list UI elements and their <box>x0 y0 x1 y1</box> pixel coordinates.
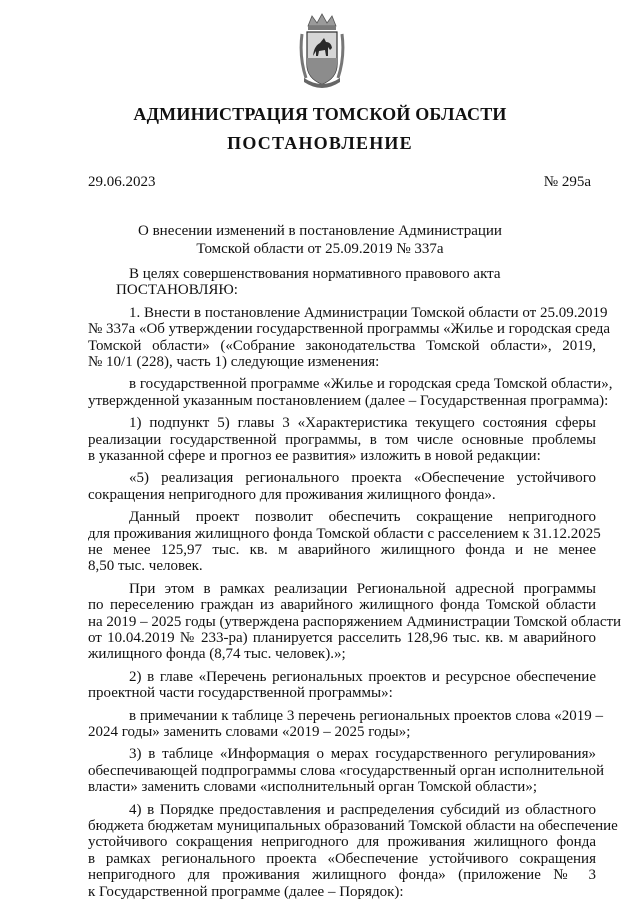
body-line: ПОСТАНОВЛЯЮ: <box>116 282 238 299</box>
body-line: утвержденной указанным постановлением (далее – Государственная программа): <box>88 392 609 409</box>
body-line: обеспечивающей подпрограммы слова «государственный орган исполнительной <box>88 762 605 779</box>
body-line: 1. Внести в постановление Администрации Томской области от 25.09.2019 <box>129 304 608 321</box>
body-line: При этом в рамках реализации Региональной адресной программы <box>129 580 596 597</box>
body-line: сокращения непригодного для проживания жилищного фонда». <box>88 486 496 503</box>
body-line: Томской области» («Собрание законодательства Томской области», 2019, <box>88 337 596 354</box>
body-line: бюджета бюджетам муниципальных образований Томской области на обеспечение <box>88 818 618 834</box>
body-line: устойчивого сокращения непригодного для проживания жилищного фонда <box>88 834 596 851</box>
body-line: «5) реализация регионального проекта «Обеспечение устойчивого <box>129 470 596 487</box>
body-line: 2) в главе «Перечень региональных проектов и ресурсное обеспечение <box>129 668 596 685</box>
body-line: в примечании к таблице 3 перечень региональных проектов слова «2019 – <box>129 707 604 724</box>
document-number: № 295а <box>543 174 591 190</box>
body-line: на 2019 – 2025 годы (утверждена распоряжением Администрации Томской области <box>88 613 622 630</box>
body-line: для проживания жилищного фонда Томской области с расселением к 31.12.2025 <box>88 525 601 542</box>
body-line: Данный проект позволит обеспечить сокращение непригодного <box>129 509 596 526</box>
body-line: 4) в Порядке предоставления и распределения субсидий из областного <box>129 801 596 818</box>
body-line: к Государственной программе (далее – Порядок): <box>88 883 404 900</box>
body-line: власти» заменить словами «исполнительный орган Томской области»; <box>88 779 537 796</box>
body-line: по переселению граждан из аварийного жилищного фонда Томской области <box>88 597 596 614</box>
body-line: реализации государственной программы, в том числе основные проблемы <box>88 431 596 448</box>
body-line: 2024 годы» заменить словами «2019 – 2025 годы»; <box>88 724 411 740</box>
body-line: 8,50 тыс. человек. <box>88 558 203 575</box>
body-line: 1) подпункт 5) главы 3 «Характеристика текущего состояния сферы <box>129 415 596 432</box>
body-line: В целях совершенствования нормативного правового акта <box>129 266 501 282</box>
body-line: в указанной сфере и прогноз ее развития» изложить в новой редакции: <box>88 448 541 464</box>
document-subject <box>0 222 640 258</box>
tomsk-oblast-coat-of-arms-icon <box>298 12 346 92</box>
organization-title: АДМИНИСТРАЦИЯ ТОМСКОЙ ОБЛАСТИ <box>133 104 507 124</box>
body-line: № 337а «Об утверждении государственной программы «Жилье и городская среда <box>88 321 611 338</box>
body-line: жилищного фонда (8,74 тыс. человек).»; <box>88 646 346 663</box>
body-line: непригодного для проживания жилищного фонда» (приложение № 3 <box>88 867 596 884</box>
body-line: проектной части государственной программы»: <box>88 685 393 702</box>
body-line: в рамках регионального проекта «Обеспечение устойчивого сокращения <box>88 850 596 867</box>
body-line: в государственной программе «Жилье и городская среда Томской области», <box>129 376 613 393</box>
body-line: от 10.04.2019 № 233-ра) планируется расселить 128,96 тыс. кв. м аварийного <box>88 630 596 646</box>
body-line: № 10/1 (228), часть 1) следующие изменения: <box>88 354 380 370</box>
body-line: 3) в таблице «Информация о мерах государственного регулирования» <box>129 746 596 763</box>
subject-line: Томской области от 25.09.2019 № 337а <box>196 241 444 257</box>
body-line: не менее 125,97 тыс. кв. м аварийного жилищного фонда и не менее <box>88 542 596 558</box>
document-date: 29.06.2023 <box>88 174 156 190</box>
document-type-title: ПОСТАНОВЛЕНИЕ <box>227 133 413 153</box>
subject-line: О внесении изменений в постановление Администрации <box>138 223 502 239</box>
